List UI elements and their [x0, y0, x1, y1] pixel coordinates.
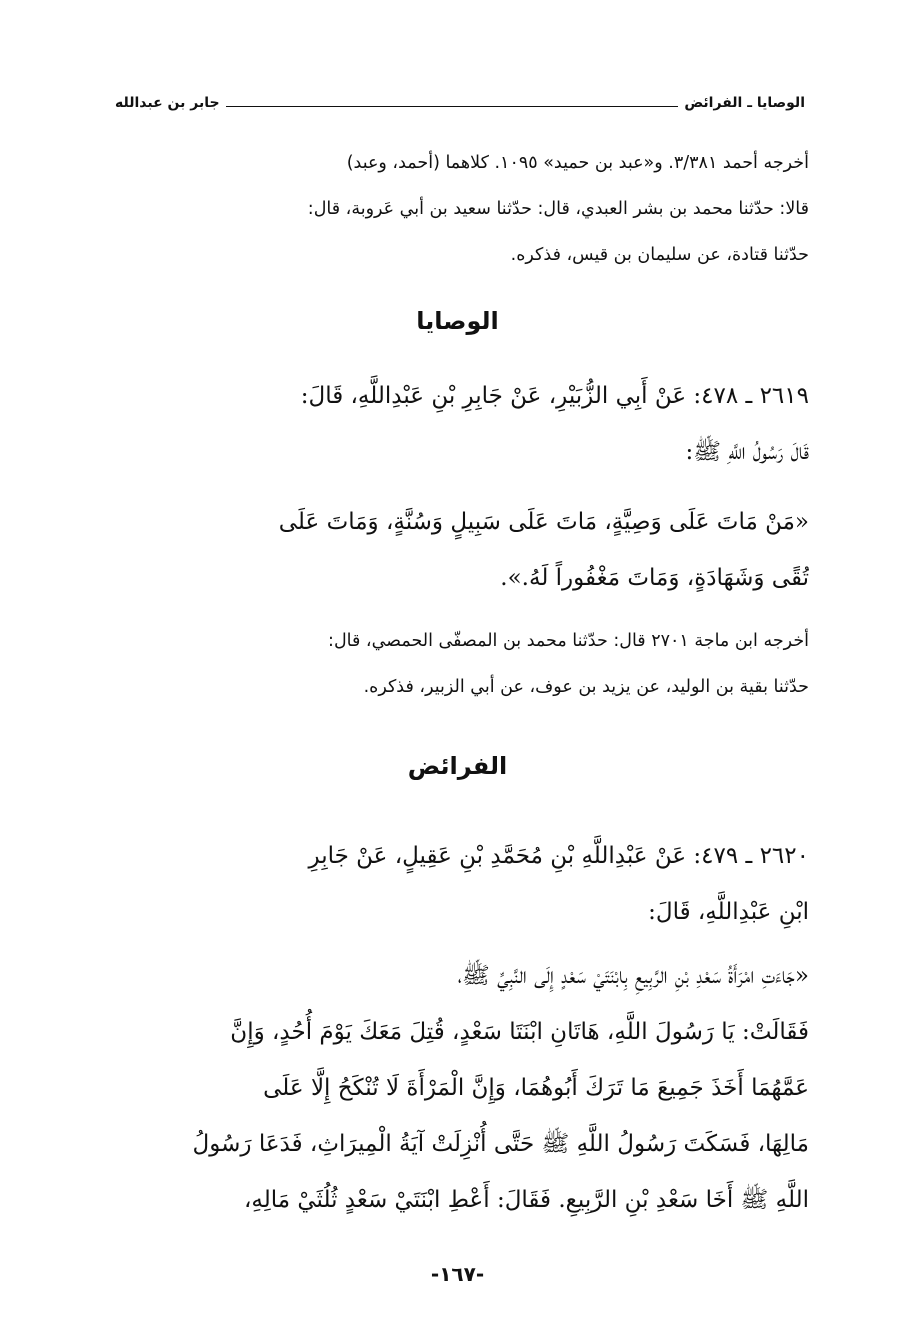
hadith-line: «جَاءَتِ امْرَأَةُ سَعْدِ بْنِ الرَّبِيعِ بِابْنَتَيْ سَعْدٍ إِلَى النَّبِيِّ ﷺ، [457, 963, 809, 989]
section-heading-faraid: الفرائض [407, 752, 508, 780]
note-line: حدّثنا قتادة، عن سليمان بن قيس، فذكره. [510, 245, 809, 265]
hadith-line: عَمَّهُمَا أَخَذَ جَمِيعَ مَا تَرَكَ أَبُوهُمَا، وَإِنَّ الْمَرْأَةَ لَا تُنْكَحُ إِلَّا عَلَى [263, 1075, 809, 1101]
header-section-title: الوصايا ـ الفرائض [684, 95, 805, 111]
hadith-line: مَالِهَا، فَسَكَتَ رَسُولُ اللَّهِ ﷺ حَتَّى أُنْزِلَتْ آيَةُ الْمِيرَاثِ، فَدَعَا رَسُولُ [192, 1131, 809, 1157]
section-heading-wasaya: الوصايا [416, 307, 499, 335]
hadith-line: «مَنْ مَاتَ عَلَى وَصِيَّةٍ، مَاتَ عَلَى سَبِيلٍ وَسُنَّةٍ، وَمَاتَ عَلَى [278, 509, 809, 535]
header-chapter-title: جابر بن عبدالله [115, 95, 220, 111]
hadith-intro-2619 [115, 368, 809, 480]
note-line: أخرجه ابن ماجة ٢٧٠١ قال: حدّثنا محمد بن المصفّى الحمصي، قال: [328, 631, 809, 651]
header-rule [226, 106, 679, 107]
hadith-line: ابْنِ عَبْدِاللَّهِ، قَالَ: [648, 899, 809, 925]
hadith-line: قَالَ رَسُولُ اللَّهِ ﷺ: [685, 439, 809, 465]
hadith-intro-2620 [115, 828, 809, 940]
hadith-line: ٢٦١٩ ـ ٤٧٨: عَنْ أَبِي الزُّبَيْرِ، عَنْ جَابِرِ بْنِ عَبْدِاللَّهِ، قَالَ: [300, 383, 809, 409]
note-line: حدّثنا بقية بن الوليد، عن يزيد بن عوف، عن أبي الزبير، فذكره. [363, 677, 809, 697]
page-number: -١٦٧- [430, 1262, 485, 1286]
top-footnote [115, 140, 809, 278]
hadith-text-2619 [115, 494, 809, 606]
hadith-line: ٢٦٢٠ ـ ٤٧٩: عَنْ عَبْدِاللَّهِ بْنِ مُحَمَّدِ بْنِ عَقِيلٍ، عَنْ جَابِرِ [308, 843, 809, 869]
hadith-line: تُقًى وَشَهَادَةٍ، وَمَاتَ مَغْفُوراً لَهُ.». [500, 565, 809, 591]
running-header [115, 90, 805, 116]
note-line: أخرجه أحمد ٣/٣٨١. و«عبد بن حميد» ١٠٩٥. كلاهما (أحمد، وعبد) [346, 153, 809, 173]
hadith-text-2620 [115, 948, 809, 1228]
footnote-2619 [115, 618, 809, 710]
hadith-line: فَقَالَتْ: يَا رَسُولَ اللَّهِ، هَاتَانِ ابْنَتَا سَعْدٍ، قُتِلَ مَعَكَ يَوْمَ أُحُدٍ، وَإِنَّ [230, 1019, 809, 1045]
hadith-line: اللَّهِ ﷺ أَخَا سَعْدِ بْنِ الرَّبِيعِ. فَقَالَ: أَعْطِ ابْنَتَيْ سَعْدٍ ثُلُثَيْ مَالِهِ، [243, 1187, 809, 1213]
note-line: قالا: حدّثنا محمد بن بشر العبدي، قال: حدّثنا سعيد بن أبي عَروبة، قال: [307, 199, 809, 219]
